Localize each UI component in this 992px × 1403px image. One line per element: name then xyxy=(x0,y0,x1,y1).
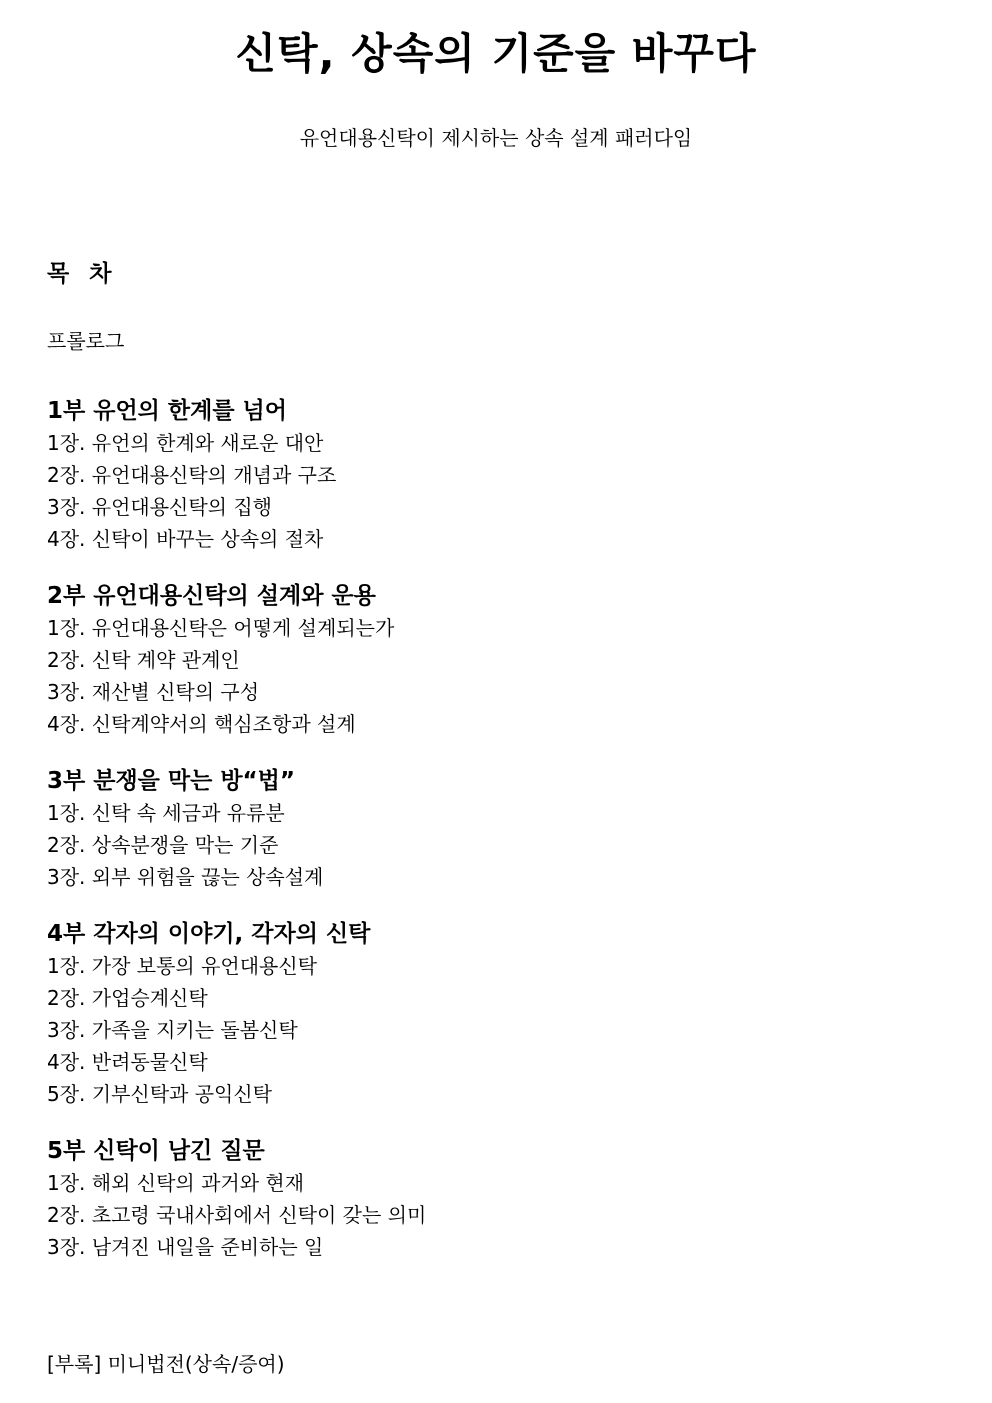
chapter-item: 2장. 신탁 계약 관계인 xyxy=(47,648,240,672)
chapter-item: 1장. 해외 신탁의 과거와 현재 xyxy=(47,1171,305,1195)
chapter-item: 2장. 유언대용신탁의 개념과 구조 xyxy=(47,463,337,487)
chapter-item: 4장. 신탁계약서의 핵심조항과 설계 xyxy=(47,712,356,736)
chapter-item: 2장. 초고령 국내사회에서 신탁이 갖는 의미 xyxy=(47,1203,427,1227)
toc-heading: 목 차 xyxy=(47,261,118,287)
chapter-item: 3장. 재산별 신탁의 구성 xyxy=(47,680,260,704)
toc-part-3 xyxy=(47,765,947,893)
part-title: 4부 각자의 이야기, 각자의 신탁 xyxy=(47,921,371,947)
page-title: 신탁, 상속의 기준을 바꾸다 xyxy=(235,29,757,78)
chapter-item: 4장. 반려동물신탁 xyxy=(47,1050,208,1074)
toc-part-4 xyxy=(47,918,947,1110)
part-title: 3부 분쟁을 막는 방“법” xyxy=(47,768,296,794)
chapter-item: 1장. 가장 보통의 유언대용신탁 xyxy=(47,954,317,978)
chapter-item: 2장. 가업승계신탁 xyxy=(47,986,208,1010)
toc-part-2 xyxy=(47,580,947,740)
chapter-item: 1장. 신탁 속 세금과 유류분 xyxy=(47,801,285,825)
chapter-item: 3장. 유언대용신탁의 집행 xyxy=(47,495,272,519)
chapter-item: 3장. 남겨진 내일을 준비하는 일 xyxy=(47,1235,324,1259)
chapter-item: 2장. 상속분쟁을 막는 기준 xyxy=(47,833,279,857)
chapter-item: 1장. 유언의 한계와 새로운 대안 xyxy=(47,431,324,455)
table-of-contents xyxy=(47,395,947,1288)
chapter-item: 1장. 유언대용신탁은 어떻게 설계되는가 xyxy=(47,616,395,640)
part-title: 1부 유언의 한계를 넘어 xyxy=(47,398,287,424)
chapter-item: 5장. 기부신탁과 공익신탁 xyxy=(47,1082,272,1106)
chapter-item: 4장. 신탁이 바꾸는 상속의 절차 xyxy=(47,527,324,551)
part-title: 2부 유언대용신탁의 설계와 운용 xyxy=(47,583,376,609)
toc-appendix: [부록] 미니법전(상속/증여) xyxy=(47,1352,285,1376)
toc-part-1 xyxy=(47,395,947,555)
page-subtitle: 유언대용신탁이 제시하는 상속 설계 패러다임 xyxy=(299,126,693,150)
toc-prologue: 프롤로그 xyxy=(47,329,125,353)
toc-part-5 xyxy=(47,1135,947,1263)
chapter-item: 3장. 가족을 지키는 돌봄신탁 xyxy=(47,1018,298,1042)
chapter-item: 3장. 외부 위험을 끊는 상속설계 xyxy=(47,865,324,889)
part-title: 5부 신탁이 남긴 질문 xyxy=(47,1138,265,1164)
